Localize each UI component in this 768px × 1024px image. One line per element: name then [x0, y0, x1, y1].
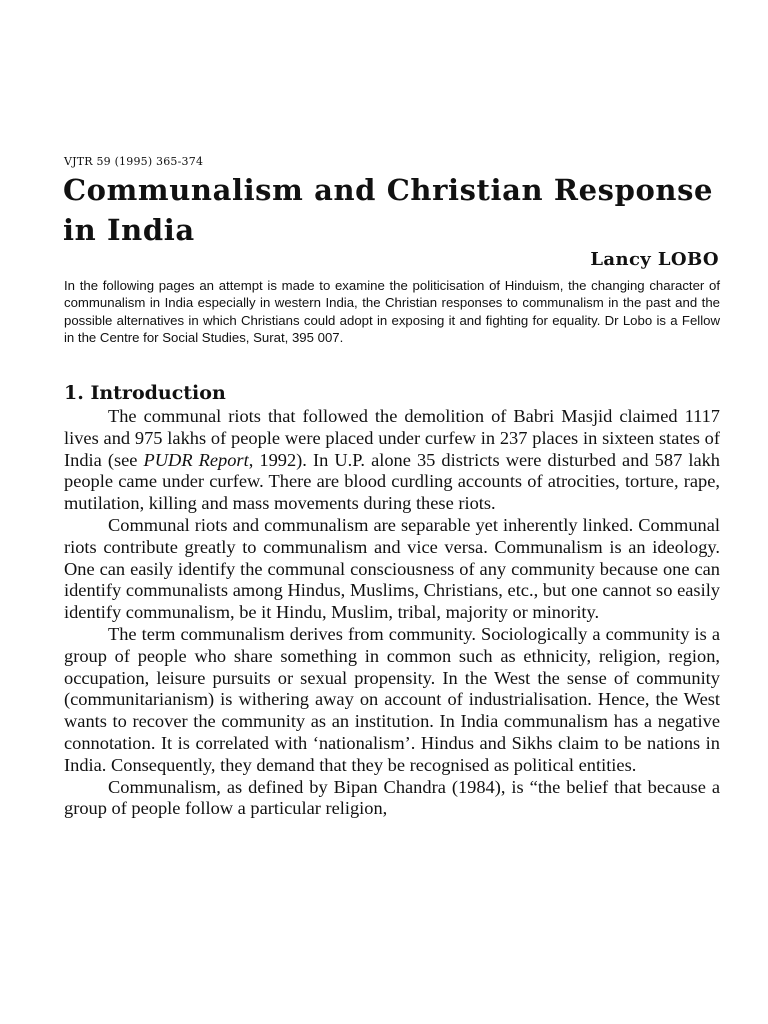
body-paragraph — [64, 406, 720, 515]
paragraph-text: The communal riots that followed the demolition of Babri Masjid claimed 1117 lives and 975 lakhs of people were placed under curfew in 237 places in sixteen states of India (see — [64, 406, 720, 470]
section-heading: 1. Introduction — [64, 382, 226, 404]
article-abstract: In the following pages an attempt is made to examine the politicisation of Hinduism, the changing character of communalism in India especially in western India, the Christian responses to communalism in the past and the possible alternatives in which Christians could adopt in exposing it and fighting for equality. Dr Lobo is a Fellow in the Centre for Social Studies, Surat, 395 007. — [64, 278, 720, 345]
author-name: Lancy LOBO — [590, 249, 719, 270]
cited-report: PUDR Report — [143, 449, 249, 470]
journal-citation: VJTR 59 (1995) 365-374 — [64, 155, 204, 168]
article-body — [64, 406, 720, 820]
body-paragraph: Communalism, as defined by Bipan Chandra (1984), is “the belief that because a group of people follow a particular religion, — [64, 776, 720, 819]
article-title: Communalism and Christian Response in India — [63, 173, 714, 247]
body-paragraph: The term communalism derives from community. Sociologically a community is a group of people who share something in common such as ethnicity, religion, region, occupation, leisure pursuits or sexual propensity. In the West the sense of community (communitarianism) is withering away on account of industrialisation. Hence, the West wants to recover the community as an institution. In India communalism has a negative connotation. It is correlated with ‘nationalism’. Hindus and Sikhs claim to be nations in India. Consequently, they demand that they be recognised as political entities. — [64, 623, 720, 775]
body-paragraph: Communal riots and communalism are separable yet inherently linked. Communal riots contribute greatly to communalism and vice versa. Communalism is an ideology. One can easily identify the communal consciousness of any community because one can identify communalists among Hindus, Muslims, Christians, etc., but one cannot so easily identify communalism, be it Hindu, Muslim, tribal, majority or minority. — [64, 514, 720, 623]
paragraph-text: , 1992). In U.P. alone 35 districts were disturbed and 587 lakh people came under curfew. There are blood curdling accounts of atrocities, torture, rape, mutilation, killing and mass movements during these riots. — [64, 449, 720, 514]
